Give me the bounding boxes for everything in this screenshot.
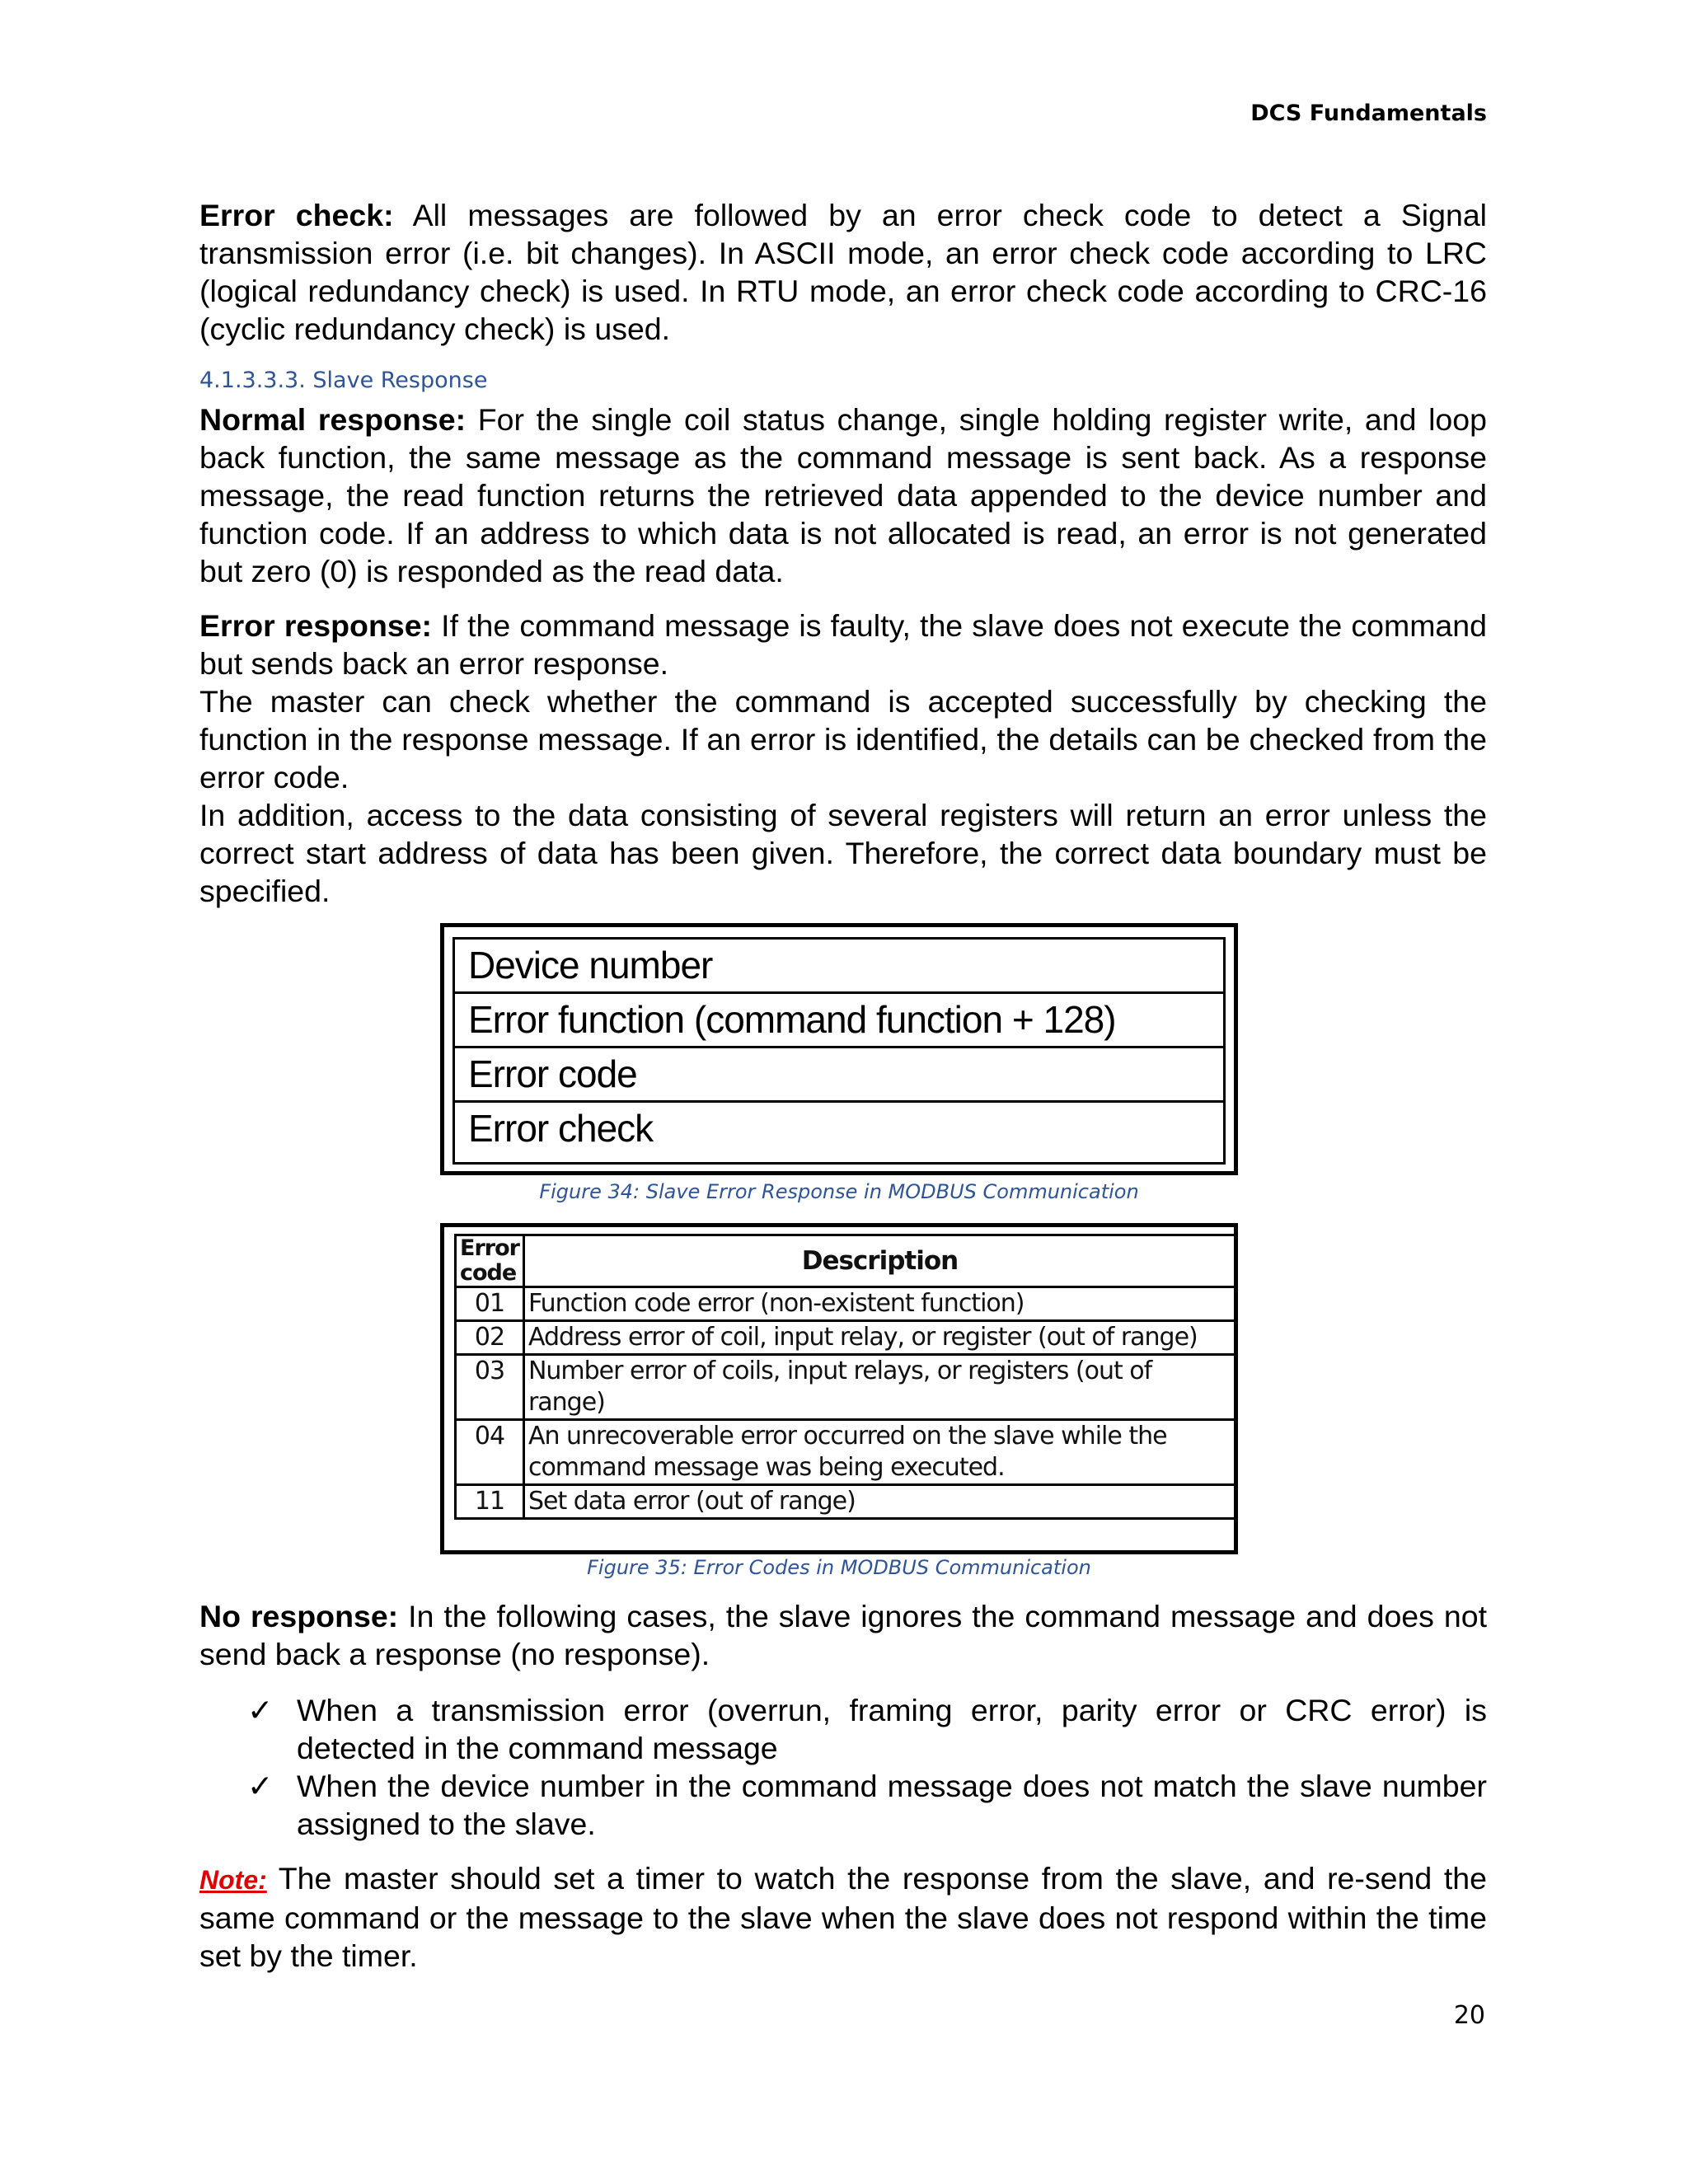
no-response-bullet-list	[247, 1691, 1487, 1843]
checkmark-icon: ✓	[247, 1692, 274, 1728]
note-paragraph	[199, 1859, 1487, 1975]
bullet-text: When the device number in the command message does not match the slave number assigned to the slave.	[297, 1769, 1487, 1841]
description-cell: Number error of coils, input relays, or registers (out of range)	[523, 1355, 1236, 1420]
table-row	[456, 1420, 1236, 1485]
list-item	[247, 1767, 1487, 1843]
figure-35-caption: Figure 35: Error Codes in MODBUS Communication	[587, 1556, 1091, 1579]
description-cell: An unrecoverable error occurred on the slave while the command message was being executed.	[523, 1420, 1236, 1485]
error-check-paragraph	[199, 196, 1487, 348]
table-row	[456, 1355, 1236, 1420]
section-number: 4.1.3.3.3.	[199, 368, 306, 393]
normal-response-paragraph	[199, 401, 1487, 590]
error-response-text: If the command message is faulty, the slave does not execute the command but sends back an error response.	[199, 608, 1487, 681]
normal-response-text: For the single coil status change, single holding register write, and loop back function, the same message as the command message is sent back. As a response message, the read function returns the retrieved data appended to the device number and function code. If an address to which data is not allocated is read, an error is not generated but zero (0) is responded as the read data.	[199, 402, 1488, 588]
error-response-para2: The master can check whether the command is accepted successfully by checking the function in the response message. If an error is identified, the details can be checked from the error code.	[199, 684, 1487, 794]
no-response-text: In the following cases, the slave ignores the command message and does not send back a response (no response).	[199, 1599, 1488, 1671]
figure-35-frame	[440, 1223, 1238, 1554]
section-title: Slave Response	[312, 368, 488, 393]
table-row	[456, 1321, 1236, 1355]
figure-34-caption: Figure 34: Slave Error Response in MODBUS Communication	[539, 1180, 1139, 1203]
figure-34-table	[452, 937, 1226, 1165]
no-response-paragraph	[199, 1597, 1487, 1673]
description-cell: Address error of coil, input relay, or register (out of range)	[523, 1321, 1236, 1355]
header-description: Description	[523, 1235, 1236, 1287]
figure-34-row: Error check	[468, 1107, 654, 1150]
error-check-label: Error check:	[199, 198, 394, 232]
figure-34-row: Error function (command function + 128)	[455, 994, 1223, 1048]
note-text: The master should set a timer to watch the response from the slave, and re-send the same command or the message to the slave when the slave does not respond within the time set by the timer.	[199, 1861, 1487, 1973]
error-code-cell: 11	[456, 1485, 524, 1519]
section-heading	[199, 368, 487, 393]
no-response-label: No response:	[199, 1599, 399, 1633]
error-check-text: All messages are followed by an error check code to detect a Signal transmission error (i.e. bit changes). In ASCII mode, an error check code according to LRC (logical redundancy check) is used. In RTU mode, an error check code according to CRC-16 (cyclic redundancy check) is used.	[199, 198, 1488, 346]
error-code-cell: 02	[456, 1321, 524, 1355]
figure-34-row: Error code	[455, 1048, 1223, 1103]
page-header: DCS Fundamentals	[1250, 101, 1487, 126]
page-number: 20	[1453, 2001, 1485, 2030]
table-header-row	[456, 1235, 1236, 1287]
error-code-cell: 04	[456, 1420, 524, 1485]
error-code-cell: 01	[456, 1287, 524, 1321]
error-response-label: Error response:	[199, 608, 433, 643]
error-codes-table	[454, 1234, 1237, 1520]
note-label: Note:	[199, 1865, 267, 1895]
figure-34-row: Device number	[455, 940, 1223, 994]
error-code-cell: 03	[456, 1355, 524, 1420]
table-row	[456, 1287, 1236, 1321]
table-row	[456, 1485, 1236, 1519]
description-cell: Function code error (non-existent function)	[523, 1287, 1236, 1321]
description-cell: Set data error (out of range)	[523, 1485, 1236, 1519]
checkmark-icon: ✓	[247, 1768, 274, 1804]
error-response-para3: In addition, access to the data consisting of several registers will return an error unless the correct start address of data has been given. Therefore, the correct data boundary must be specified.	[199, 798, 1487, 908]
list-item	[247, 1691, 1487, 1767]
normal-response-label: Normal response:	[199, 402, 467, 437]
header-error-code: Error code	[456, 1235, 524, 1287]
error-response-paragraph	[199, 607, 1487, 910]
figure-34-frame	[440, 923, 1238, 1175]
bullet-text: When a transmission error (overrun, framing error, parity error or CRC error) is detected in the command message	[297, 1693, 1487, 1765]
